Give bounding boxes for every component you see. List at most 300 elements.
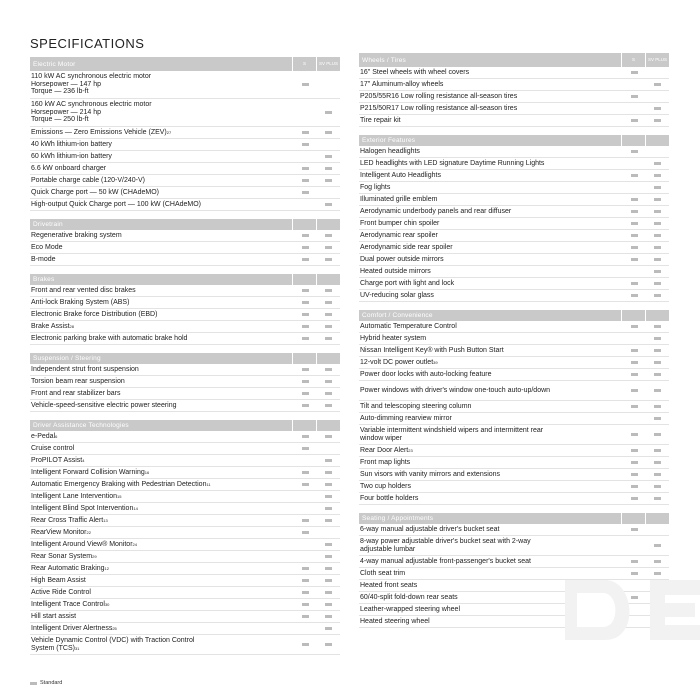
spec-label-text: Independent strut front suspension	[31, 365, 139, 373]
spec-label-text: Intelligent Auto Headlights	[360, 171, 441, 179]
spec-row	[30, 467, 340, 479]
trim-cell	[623, 158, 646, 169]
standard-mark-icon	[302, 313, 309, 316]
spec-row	[359, 413, 669, 425]
trim-cell	[646, 230, 669, 241]
spec-label	[30, 100, 294, 125]
spec-row	[30, 455, 340, 467]
trim-cell	[294, 230, 317, 241]
spec-row	[359, 254, 669, 266]
spec-label	[30, 552, 294, 562]
standard-mark-icon	[325, 368, 332, 371]
standard-mark-icon	[631, 373, 638, 376]
standard-mark-icon	[654, 433, 661, 436]
trim-cell	[646, 493, 669, 504]
standard-mark-icon	[325, 392, 332, 395]
standard-mark-icon	[654, 270, 661, 273]
spec-row	[359, 206, 669, 218]
standard-mark-icon	[631, 150, 638, 153]
section-driver-assistance-technologies	[30, 420, 340, 655]
standard-mark-icon	[325, 567, 332, 570]
trim-cell	[623, 445, 646, 456]
spec-label-text: Intelligent Forward Collision Warning	[31, 468, 145, 476]
standard-mark-icon	[302, 519, 309, 522]
spec-label-text: P205/55R16 Low rolling resistance all-season tires	[360, 92, 518, 100]
standard-mark-icon	[654, 246, 661, 249]
standard-mark-icon	[325, 234, 332, 237]
standard-mark-icon	[302, 179, 309, 182]
spec-label	[359, 334, 623, 344]
standard-mark-icon	[631, 461, 638, 464]
trim-cell	[623, 357, 646, 368]
standard-mark-icon	[631, 497, 638, 500]
standard-mark-icon	[654, 544, 661, 547]
trim-cell	[294, 285, 317, 296]
trim-cell	[294, 443, 317, 454]
standard-mark-icon	[302, 191, 309, 194]
trim-cell	[623, 266, 646, 277]
spec-label	[30, 128, 294, 138]
spec-row	[30, 563, 340, 575]
trim-cell	[294, 254, 317, 265]
trim-cell	[317, 563, 340, 574]
trim-cell	[623, 290, 646, 301]
spec-label-text: Vehicle-speed-sensitive electric power steering	[31, 401, 177, 409]
trim-cell	[294, 309, 317, 320]
trim-cell	[317, 309, 340, 320]
standard-mark-icon	[302, 289, 309, 292]
trim-column-header	[621, 513, 645, 524]
section-header	[359, 310, 669, 321]
spec-row	[30, 599, 340, 611]
trim-cell	[646, 345, 669, 356]
spec-row	[359, 469, 669, 481]
trim-cell	[294, 503, 317, 514]
trim-cell	[646, 170, 669, 181]
trim-column-header: SV PLUS	[316, 57, 340, 71]
spec-label-text: RearView Monitor	[31, 528, 87, 536]
section-suspension-steering	[30, 353, 340, 412]
spec-label	[30, 200, 294, 210]
standard-mark-icon	[302, 83, 309, 86]
trim-column-header	[621, 135, 645, 146]
standard-mark-icon	[654, 174, 661, 177]
spec-label	[359, 171, 623, 181]
spec-label-text: Charge port with light and lock	[360, 279, 455, 287]
spec-row	[359, 290, 669, 302]
spec-row	[30, 321, 340, 333]
spec-label-text: Front map lights	[360, 458, 411, 466]
trim-cell	[294, 611, 317, 622]
trim-cell	[623, 333, 646, 344]
spec-row	[30, 175, 340, 187]
spec-label-text: Vehicle Dynamic Control (VDC) with Traction Control System (TCS)	[31, 636, 195, 652]
standard-mark-icon	[654, 405, 661, 408]
spec-row	[359, 91, 669, 103]
trim-column-header	[316, 219, 340, 230]
trim-cell	[623, 278, 646, 289]
spec-label-text: 40 kWh lithium-ion battery	[31, 140, 112, 148]
footnote-ref: 11	[206, 481, 211, 487]
spec-label	[359, 147, 623, 157]
footnote-ref: 30	[104, 601, 110, 607]
trim-cell	[294, 431, 317, 442]
trim-cell	[646, 469, 669, 480]
spec-label-text: Intelligent Lane Intervention	[31, 492, 118, 500]
standard-mark-icon	[325, 579, 332, 582]
standard-mark-icon	[302, 131, 309, 134]
spec-label	[359, 386, 623, 396]
trim-cell	[294, 321, 317, 332]
spec-label-text: UV-reducing solar glass	[360, 291, 434, 299]
spec-label-text: Fog lights	[360, 183, 391, 191]
trim-cell	[294, 635, 317, 654]
spec-row	[30, 575, 340, 587]
section-comfort-convenience	[359, 310, 669, 505]
standard-mark-icon	[631, 95, 638, 98]
spec-label-text: Tilt and telescoping steering column	[360, 402, 472, 410]
standard-mark-icon	[325, 555, 332, 558]
spec-label	[30, 432, 294, 442]
section-header	[30, 353, 340, 364]
trim-cell	[294, 467, 317, 478]
trim-cell	[317, 321, 340, 332]
standard-mark-icon	[631, 210, 638, 213]
spec-row	[30, 635, 340, 655]
trim-cell	[317, 587, 340, 598]
trim-cell	[317, 364, 340, 375]
spec-label-text: Rear Door Alert	[360, 446, 409, 454]
spec-row	[359, 556, 669, 568]
trim-cell	[646, 67, 669, 78]
spec-label	[30, 377, 294, 387]
trim-cell	[646, 381, 669, 400]
spec-label	[30, 576, 294, 586]
standard-mark-icon	[631, 361, 638, 364]
spec-label	[359, 458, 623, 468]
trim-cell	[317, 199, 340, 210]
trim-cell	[623, 556, 646, 567]
spec-row	[30, 388, 340, 400]
trim-column-header	[621, 310, 645, 321]
standard-mark-icon	[325, 325, 332, 328]
trim-cell	[317, 151, 340, 162]
standard-mark-icon	[631, 222, 638, 225]
spec-label	[30, 72, 294, 97]
trim-cell	[294, 388, 317, 399]
spec-label-text: Brake Assist	[31, 322, 70, 330]
spec-row	[30, 242, 340, 254]
trim-column-header	[645, 135, 669, 146]
trim-cell	[623, 425, 646, 444]
spec-row	[30, 71, 340, 99]
trim-cell	[294, 199, 317, 210]
spec-label-text: Front bumper chin spoiler	[360, 219, 440, 227]
spec-label	[359, 470, 623, 480]
trim-cell	[646, 254, 669, 265]
footnote-ref: 29	[92, 553, 97, 559]
spec-row	[30, 230, 340, 242]
section-title: Seating / Appointments	[362, 515, 434, 522]
trim-cell	[317, 551, 340, 562]
standard-mark-icon	[302, 380, 309, 383]
spec-label-text: Aerodynamic underbody panels and rear diffuser	[360, 207, 512, 215]
standard-mark-icon	[302, 579, 309, 582]
spec-label-text: Auto-dimming rearview mirror	[360, 414, 452, 422]
trim-column-header	[645, 310, 669, 321]
spec-label-text: Automatic Emergency Braking with Pedestrian Detection	[31, 480, 207, 488]
trim-cell	[646, 290, 669, 301]
standard-mark-icon	[631, 485, 638, 488]
standard-mark-icon	[654, 222, 661, 225]
spec-label-text: Hill start assist	[31, 612, 77, 620]
trim-cell	[317, 611, 340, 622]
spec-label-text: Aerodynamic side rear spoiler	[360, 243, 453, 251]
spec-label	[359, 68, 623, 78]
spec-label-text: 160 kW AC synchronous electric motor Horsepower — 214 hp Torque — 250 lb-ft	[31, 101, 152, 124]
standard-mark-icon	[325, 519, 332, 522]
spec-label	[359, 231, 623, 241]
spec-row	[359, 79, 669, 91]
trim-cell	[294, 364, 317, 375]
spec-row	[359, 146, 669, 158]
standard-mark-icon	[631, 389, 638, 392]
spec-row	[359, 524, 669, 536]
standard-mark-icon	[631, 325, 638, 328]
trim-cell	[317, 71, 340, 98]
trim-cell	[623, 493, 646, 504]
trim-cell	[623, 206, 646, 217]
spec-row	[30, 99, 340, 127]
standard-mark-icon	[631, 528, 638, 531]
trim-cell	[317, 400, 340, 411]
section-title: Exterior Features	[362, 137, 416, 144]
spec-label-text: High Beam Assist	[31, 576, 86, 584]
section-wheels-tires	[359, 53, 669, 127]
spec-label	[30, 286, 294, 296]
spec-label-text: P215/50R17 Low rolling resistance all-season tires	[360, 104, 518, 112]
spec-label	[30, 564, 294, 574]
spec-label	[30, 624, 294, 634]
spec-row	[359, 266, 669, 278]
trim-cell	[317, 254, 340, 265]
spec-label	[359, 104, 623, 114]
spec-label	[359, 346, 623, 356]
spec-row	[30, 443, 340, 455]
spec-label	[30, 540, 294, 550]
standard-mark-icon	[654, 461, 661, 464]
spec-label-text: Automatic Temperature Control	[360, 322, 457, 330]
spec-row	[359, 170, 669, 182]
spec-label	[359, 402, 623, 412]
spec-label	[359, 482, 623, 492]
standard-mark-icon	[631, 449, 638, 452]
standard-mark-icon	[631, 405, 638, 408]
spec-label-text: Eco Mode	[31, 243, 63, 251]
trim-cell	[623, 146, 646, 157]
standard-mark-icon	[325, 380, 332, 383]
standard-mark-icon	[654, 294, 661, 297]
trim-cell	[317, 431, 340, 442]
section-header	[359, 135, 669, 146]
standard-mark-icon	[654, 258, 661, 261]
trim-column-header	[316, 274, 340, 285]
trim-cell	[294, 623, 317, 634]
spec-label-text: Electronic parking brake with automatic brake hold	[31, 334, 188, 342]
section-title: Drivetrain	[33, 221, 63, 228]
spec-label-text: Intelligent Trace Control	[31, 600, 105, 608]
trim-cell	[317, 503, 340, 514]
trim-cell	[317, 479, 340, 490]
trim-cell	[317, 388, 340, 399]
spec-label-text: Anti-lock Braking System (ABS)	[31, 298, 130, 306]
trim-cell	[317, 575, 340, 586]
standard-mark-icon	[654, 417, 661, 420]
spec-row	[359, 425, 669, 445]
spec-label-text: 16" Steel wheels with wheel covers	[360, 68, 470, 76]
standard-mark-icon	[302, 531, 309, 534]
trim-cell	[317, 163, 340, 174]
trim-cell	[317, 99, 340, 126]
trim-cell	[317, 187, 340, 198]
trim-cell	[623, 79, 646, 90]
standard-mark-icon	[631, 234, 638, 237]
standard-mark-icon	[654, 337, 661, 340]
spec-label-text: Heated front seats	[360, 581, 418, 589]
spec-label	[30, 188, 294, 198]
spec-row	[359, 103, 669, 115]
spec-label-text: Intelligent Blind Spot Intervention	[31, 504, 134, 512]
trim-cell	[623, 524, 646, 535]
spec-label	[30, 310, 294, 320]
trim-cell	[646, 266, 669, 277]
standard-mark-icon	[654, 389, 661, 392]
standard-mark-icon	[302, 325, 309, 328]
spec-label	[30, 140, 294, 150]
spec-label	[359, 370, 623, 380]
standard-mark-icon	[654, 473, 661, 476]
spec-row	[359, 158, 669, 170]
trim-column-header: S	[621, 53, 645, 67]
trim-cell	[294, 242, 317, 253]
spec-label	[30, 468, 294, 478]
spec-row	[359, 445, 669, 457]
standard-mark-icon	[654, 485, 661, 488]
spec-label-text: Cloth seat trim	[360, 569, 406, 577]
standard-mark-icon	[654, 210, 661, 213]
spec-label-text: Four bottle holders	[360, 494, 419, 502]
spec-row	[359, 194, 669, 206]
trim-cell	[646, 194, 669, 205]
standard-mark-icon	[631, 71, 638, 74]
standard-mark-icon	[631, 258, 638, 261]
trim-cell	[317, 623, 340, 634]
spec-row	[30, 527, 340, 539]
trim-cell	[623, 182, 646, 193]
standard-mark-icon	[302, 643, 309, 646]
trim-cell	[317, 515, 340, 526]
trim-column-header	[292, 353, 316, 364]
section-exterior-features	[359, 135, 669, 302]
section-header	[359, 53, 669, 67]
section-header	[30, 420, 340, 431]
standard-mark-icon	[302, 258, 309, 261]
spec-row	[30, 333, 340, 345]
trim-column-header	[292, 219, 316, 230]
standard-mark-icon	[631, 473, 638, 476]
spec-label	[359, 92, 623, 102]
spec-row	[359, 401, 669, 413]
page-title: SPECIFICATIONS	[30, 35, 145, 51]
trim-cell	[646, 536, 669, 555]
trim-cell	[646, 158, 669, 169]
trim-cell	[317, 175, 340, 186]
trim-cell	[317, 333, 340, 344]
trim-column-header	[292, 420, 316, 431]
standard-mark-icon	[325, 543, 332, 546]
spec-row	[30, 431, 340, 443]
trim-cell	[623, 67, 646, 78]
standard-mark-icon	[325, 459, 332, 462]
spec-label-text: Emissions — Zero Emissions Vehicle (ZEV)	[31, 128, 167, 136]
trim-cell	[646, 79, 669, 90]
section-electric-motor	[30, 57, 340, 211]
trim-cell	[294, 587, 317, 598]
spec-label-text: Heated outside mirrors	[360, 267, 431, 275]
standard-mark-icon	[302, 591, 309, 594]
footer-legend	[30, 680, 62, 686]
trim-cell	[317, 285, 340, 296]
spec-label-text: Dual power outside mirrors	[360, 255, 444, 263]
standard-mark-icon	[654, 373, 661, 376]
spec-row	[359, 242, 669, 254]
spec-label-text: Power windows with driver's window one-touch auto-up/down	[360, 386, 551, 394]
trim-cell	[646, 146, 669, 157]
spec-label-text: 110 kW AC synchronous electric motor Horsepower — 147 hp Torque — 236 lb-ft	[31, 73, 152, 96]
spec-label-text: Regenerative braking system	[31, 231, 122, 239]
trim-cell	[294, 539, 317, 550]
section-title: Electric Motor	[33, 60, 76, 68]
trim-cell	[294, 551, 317, 562]
spec-label	[359, 291, 623, 301]
spec-label	[359, 414, 623, 424]
spec-label	[30, 164, 294, 174]
spec-row	[359, 182, 669, 194]
spec-label	[359, 183, 623, 193]
spec-row	[30, 254, 340, 266]
standard-mark-icon	[325, 155, 332, 158]
standard-mark-icon	[654, 119, 661, 122]
trim-cell	[646, 206, 669, 217]
trim-cell	[317, 527, 340, 538]
spec-label	[30, 492, 294, 502]
standard-mark-icon	[302, 471, 309, 474]
spec-label	[30, 243, 294, 253]
spec-label-text: Front and rear vented disc brakes	[31, 286, 136, 294]
standard-mark-icon	[325, 203, 332, 206]
spec-label-text: B-mode	[31, 255, 56, 263]
standard-mark-icon	[654, 186, 661, 189]
standard-mark-icon	[325, 507, 332, 510]
spec-label	[30, 255, 294, 265]
spec-label	[359, 207, 623, 217]
footnote-ref: 16	[144, 469, 150, 475]
trim-cell	[646, 413, 669, 424]
spec-row	[359, 457, 669, 469]
standard-mark-icon	[631, 282, 638, 285]
standard-mark-icon	[325, 495, 332, 498]
trim-cell	[317, 635, 340, 654]
